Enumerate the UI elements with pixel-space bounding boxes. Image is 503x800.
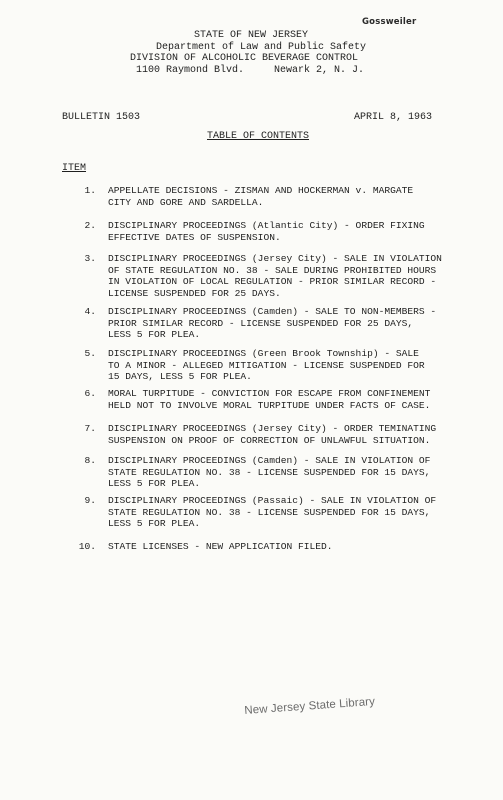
toc-item-line: SUSPENSION ON PROOF OF CORRECTION OF UNLAWFUL SITUATION.: [108, 434, 431, 446]
toc-item-number: 2.: [84, 220, 96, 231]
toc-item-number: 8.: [84, 455, 96, 466]
toc-item-line: DISCIPLINARY PROCEEDINGS (Atlantic City) - ORDER FIXING: [108, 220, 425, 231]
toc-item-line: 15 DAYS, LESS 5 FOR PLEA.: [108, 371, 252, 382]
toc-item-text: [108, 348, 478, 383]
toc-item-number: 9.: [84, 495, 96, 506]
toc-item-line: STATE LICENSES - NEW APPLICATION FILED.: [108, 541, 333, 552]
toc-item-number: 6.: [84, 388, 96, 399]
toc-item-line: OF STATE REGULATION NO. 38 - SALE DURING PROHIBITED HOURS: [108, 264, 437, 276]
toc-item-number: 3.: [84, 253, 96, 264]
toc-item-text: [108, 185, 478, 208]
toc-item-number: 4.: [84, 306, 96, 317]
toc-title: TABLE OF CONTENTS: [207, 131, 310, 142]
toc-item-line: LESS 5 FOR PLEA.: [108, 329, 201, 340]
toc-item-line: DISCIPLINARY PROCEEDINGS (Jersey City) - SALE IN VIOLATION: [108, 253, 442, 264]
toc-item-line: STATE REGULATION NO. 38 - LICENSE SUSPENDED FOR 15 DAYS,: [108, 506, 431, 518]
toc-item-line: DISCIPLINARY PROCEEDINGS (Passaic) - SALE IN VIOLATION OF: [108, 495, 437, 506]
toc-item-line: DISCIPLINARY PROCEEDINGS (Camden) - SALE IN VIOLATION OF: [108, 455, 431, 466]
toc-item-text: [108, 541, 478, 553]
toc-item-line: DISCIPLINARY PROCEEDINGS (Camden) - SALE TO NON-MEMBERS -: [108, 306, 437, 317]
toc-item-number: 10.: [78, 541, 96, 552]
toc-item-text: [108, 455, 478, 490]
toc-item-line: CITY AND GORE AND SARDELLA.: [108, 196, 264, 208]
letterhead-division: DIVISION OF ALCOHOLIC BEVERAGE CONTROL: [130, 53, 359, 64]
toc-item-line: TO A MINOR - ALLEGED MITIGATION - LICENSE SUSPENDED FOR: [108, 359, 425, 371]
toc-item-text: [108, 306, 478, 341]
toc-item-text: [108, 388, 478, 411]
toc-item-number: 5.: [84, 348, 96, 359]
toc-item-line: LESS 5 FOR PLEA.: [108, 478, 201, 489]
toc-item-text: [108, 423, 478, 446]
author-stamp: Gossweiler: [362, 17, 417, 27]
toc-item-line: APPELLATE DECISIONS - ZISMAN AND HOCKERMAN v. MARGATE: [108, 185, 414, 196]
letterhead-department: Department of Law and Public Safety: [156, 41, 367, 53]
toc-item-number: 1.: [84, 185, 96, 196]
toc-item-line: STATE REGULATION NO. 38 - LICENSE SUSPENDED FOR 15 DAYS,: [108, 466, 431, 478]
toc-item-line: MORAL TURPITUDE - CONVICTION FOR ESCAPE FROM CONFINEMENT: [108, 388, 431, 399]
library-watermark: New Jersey State Library: [244, 695, 376, 717]
toc-item-line: DISCIPLINARY PROCEEDINGS (Green Brook Township) - SALE: [108, 348, 419, 359]
toc-item-text: [108, 220, 478, 243]
toc-item-line: IN VIOLATION OF LOCAL REGULATION - PRIOR SIMILAR RECORD -: [108, 276, 437, 287]
item-column-heading: ITEM: [62, 163, 87, 174]
toc-item-line: EFFECTIVE DATES OF SUSPENSION.: [108, 231, 281, 243]
toc-item-line: LESS 5 FOR PLEA.: [108, 518, 201, 529]
toc-item-text: [108, 495, 478, 530]
letterhead: [130, 30, 390, 76]
toc-item-line: HELD NOT TO INVOLVE MORAL TURPITUDE UNDER FACTS OF CASE.: [108, 399, 431, 411]
toc-item-line: DISCIPLINARY PROCEEDINGS (Jersey City) - ORDER TEMINATING: [108, 423, 437, 434]
toc-item-text: [108, 253, 478, 299]
toc-item-line: PRIOR SIMILAR RECORD - LICENSE SUSPENDED FOR 25 DAYS,: [108, 317, 414, 329]
toc-item-line: LICENSE SUSPENDED FOR 25 DAYS.: [108, 287, 281, 299]
bulletin-number: BULLETIN 1503: [62, 112, 141, 123]
toc-item-number: 7.: [84, 423, 96, 434]
bulletin-date: APRIL 8, 1963: [354, 112, 433, 123]
letterhead-address: 1100 Raymond Blvd. Newark 2, N. J.: [136, 64, 365, 76]
letterhead-state: STATE OF NEW JERSEY: [194, 30, 309, 41]
